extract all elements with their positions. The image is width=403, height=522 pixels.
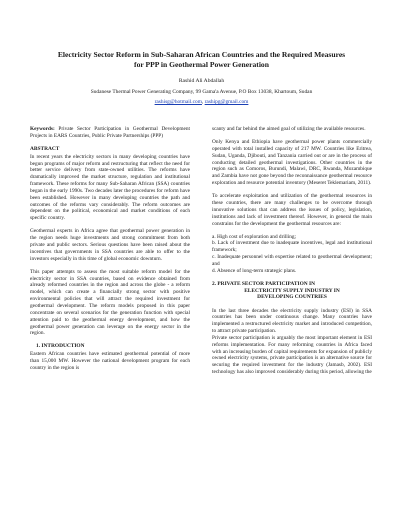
abstract-paragraph-3: This paper attempts to assess the most suitable reform model for the electricity sector in SSA countries, based on evidence obtained from already reformed countries in the region and across the globe - a reform model, which can create a financially strong sector with positive environmental policies that will attract the required investment for geothermal development. The reform models proposed in this paper concentrate on several scenarios for the generation function with special attention paid to the geothermal energy development, and how the geothermal power generation can leverage on the energy sector in the region. [30, 268, 190, 337]
email-separator: , [201, 99, 205, 105]
section-2-heading-line-1: 2. PRIVATE SECTOR PARTICIPATION IN [212, 280, 315, 287]
title-line-2: for PPP in Geothermal Power Generation [134, 59, 269, 69]
list-item: d. Absence of long-term strategic plans. [212, 267, 297, 274]
section-2-heading-line-2: ELECTRICITY SUPPLY INDUSTRY IN [244, 287, 340, 294]
left-column [30, 126, 190, 372]
right-paragraph-2: Only Kenya and Ethiopia have geothermal power plants commercially operated with total installed capacity of 217 MW. Countries like Eritrea, Sudan, Uganda, Djibouti, and Tanzania carried out or are in the process of conducting detailed geothermal investigations. Other countries in the region such as Comoros, Burundi, Malawi, DRC, Rwanda, Mozambique and Zambia have not gone beyond the reconnaissance geothermal resource exploration and resource potential inventory (Meseret Teklemariam, 2011). [212, 139, 372, 187]
paper-title [30, 50, 373, 69]
keywords-label: Keywords: [30, 126, 55, 132]
section-2-heading-line-3: DEVELOPING COUNTRIES [257, 294, 327, 301]
abstract-paragraph-2: Geothermal experts in Africa agree that geothermal power generation in the region needs huge investments and strong commitment from both private and public sectors. Serious questions have been raised about the incentives that governments in SSA countries are able to offer to the investors especially in this time of global economic downturn. [30, 228, 190, 262]
introduction-heading: 1. INTRODUCTION [36, 343, 85, 350]
list-item: a. High cost of exploration and drilling; [212, 233, 296, 240]
title-line-1: Electricity Sector Reform in Sub-Saharan African Countries and the Required Measures [57, 50, 346, 59]
right-paragraph-5: Private sector participation is arguably the most important element in ESI reforms implementation. For many reforming countries in Africa faced with an increasing burden of capital requirements for expansion of publicly owned electricity systems, private participation is an alternative source for securing the required investment for the industry (Jamasb, 2002). ESI technology has also improved considerably during this period, allowing the [212, 334, 372, 376]
list-item: c. Inadequate personnel with expertise related to geothermal development; and [212, 254, 372, 267]
keywords [30, 126, 190, 140]
abstract-heading: ABSTRACT [30, 145, 60, 152]
right-paragraph-4: In the last three decades the electricity supply industry (ESI) in SSA countries has been under continuous change. Many countries have implemented a restructured electricity market and introduced competition, to attract private participation. [212, 307, 372, 335]
email-link-2[interactable]: rashipg@gmail.com [204, 99, 249, 105]
right-column [212, 126, 372, 376]
email-link-1[interactable]: rashisg@hotmail.com [154, 99, 202, 105]
introduction-paragraph-1: Eastern African countries have estimated geothermal potential of more than 15,000 MW. However the national development program for each country in the region is [30, 351, 190, 371]
right-paragraph-1: scanty and far behind the aimed goal of utilizing the available resources. [212, 126, 366, 132]
author-emails [30, 99, 373, 105]
constraints-list [212, 234, 372, 275]
author-name: Rashid Ali Abdallah [178, 78, 225, 84]
abstract-paragraph-1: In recent years the electricity sectors in many developing countries have begun programs of major reform and restructuring that reflect the need for better service delivery from state-owned utilities. The reforms have dramatically improved the market structure, regulation and institutional framework. These reforms for many Sub-Saharan African (SSA) countries began in the early 1990s. Two decades later the procedures for reform have been established. However in many developing countries the path and outcomes of the reforms vary considerably. The reform outcomes are dependent on the political, economical and market conditions of each specific country. [30, 153, 190, 222]
right-paragraph-3: To accelerate exploitation and utilization of the geothermal resources in these countries, there are many challenges to be overcome through innovative solutions that can address the issues of policy, legislation, institutions and lack of investment thereof. However, in general the main constrains for the development the geothermal resources are: [212, 193, 372, 227]
keywords-text: Private Sector Participation in Geothermal Development Projects in EARS Countries, Public Private Partnerships (PPP) [30, 126, 190, 139]
list-item: b. Lack of investment due to inadequate incentives, legal and institutional framework; [212, 240, 372, 254]
author-affiliation: Sudanese Thermal Power Generating Company, 99 Gama'a Avenue, P.O Box 13038, Khartoum, Sudan [90, 89, 313, 95]
section-2-heading [212, 281, 372, 302]
